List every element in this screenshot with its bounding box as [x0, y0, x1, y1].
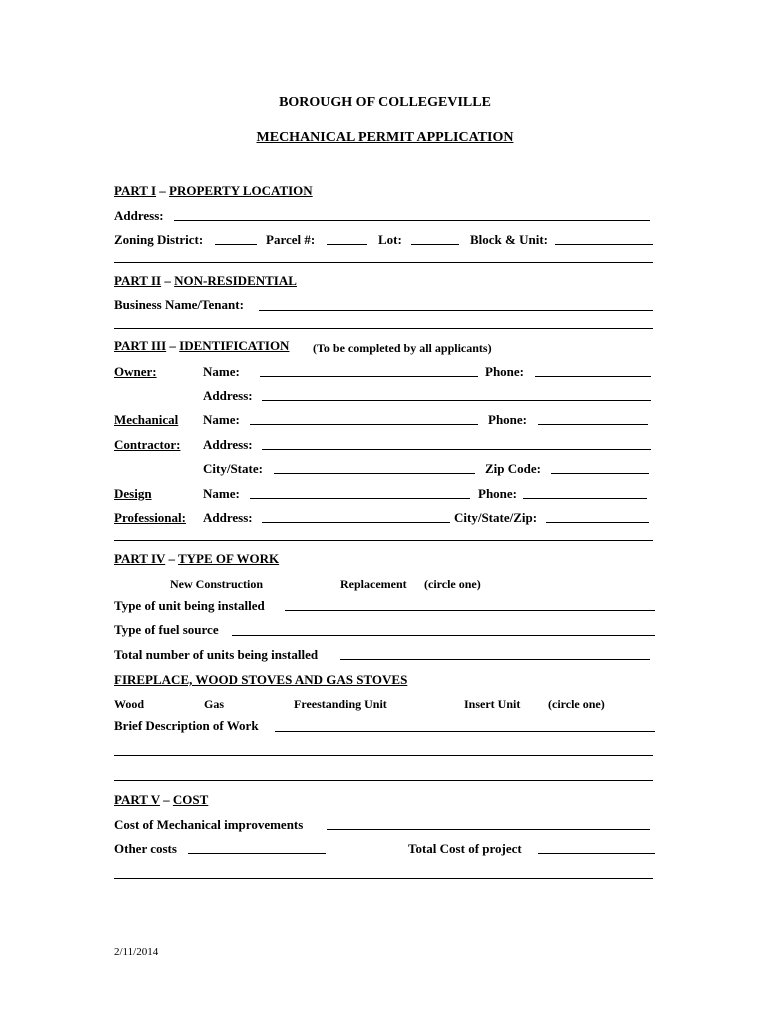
section-divider [114, 878, 653, 879]
section-divider [114, 328, 653, 329]
circle-one-note-2: (circle one) [548, 697, 605, 711]
contractor-address-field[interactable] [262, 449, 651, 450]
design-address-label: Address: [203, 510, 253, 525]
description-label: Brief Description of Work [114, 718, 259, 733]
contractor-phone-label: Phone: [488, 412, 527, 427]
design-city-field[interactable] [546, 522, 649, 523]
business-name-field[interactable] [259, 310, 653, 311]
owner-name-field[interactable] [260, 376, 478, 377]
unit-type-label: Type of unit being installed [114, 598, 265, 613]
design-label: Design [114, 486, 152, 501]
zoning-district-field[interactable] [215, 244, 257, 245]
description-field-line-3[interactable] [114, 780, 653, 781]
part5-number: PART V [114, 792, 160, 807]
contractor-city-label: City/State: [203, 461, 263, 476]
parcel-label: Parcel #: [266, 232, 316, 247]
option-gas[interactable]: Gas [204, 697, 225, 711]
owner-phone-field[interactable] [535, 376, 651, 377]
owner-name-label: Name: [203, 364, 240, 379]
circle-one-note: (circle one) [424, 577, 481, 591]
fuel-source-label: Type of fuel source [114, 622, 219, 637]
part5-heading [114, 792, 208, 808]
fireplace-heading: FIREPLACE, WOOD STOVES AND GAS STOVES [114, 672, 408, 687]
part5-title: COST [172, 792, 209, 807]
total-units-field[interactable] [340, 659, 650, 660]
contractor-label: Contractor: [114, 437, 181, 452]
part2-number: PART II [114, 273, 162, 288]
section-divider [114, 540, 653, 541]
total-cost-field[interactable] [538, 853, 655, 854]
part2-heading [114, 273, 297, 289]
design-phone-field[interactable] [523, 498, 647, 499]
block-unit-label: Block & Unit: [470, 232, 548, 247]
business-name-label: Business Name/Tenant: [114, 297, 244, 312]
part3-number: PART III [114, 338, 167, 353]
other-costs-label: Other costs [114, 841, 177, 856]
contractor-zip-field[interactable] [551, 473, 649, 474]
design-address-field[interactable] [262, 522, 450, 523]
unit-type-field[interactable] [285, 610, 655, 611]
design-name-field[interactable] [250, 498, 470, 499]
description-field-line-2[interactable] [114, 755, 653, 756]
part1-heading [114, 183, 313, 199]
option-new-construction[interactable]: New Construction [170, 577, 263, 591]
part4-number: PART IV [114, 551, 166, 566]
part4-heading [114, 551, 279, 567]
owner-phone-label: Phone: [485, 364, 524, 379]
professional-label: Professional: [114, 510, 186, 525]
design-city-label: City/State/Zip: [454, 510, 538, 525]
part5-dash: – [163, 792, 170, 807]
total-cost-label: Total Cost of project [408, 841, 522, 856]
option-wood[interactable]: Wood [114, 697, 145, 711]
contractor-city-field[interactable] [274, 473, 475, 474]
design-name-label: Name: [203, 486, 240, 501]
contractor-zip-label: Zip Code: [485, 461, 541, 476]
page-title: BOROUGH OF COLLEGEVILLE [279, 95, 491, 110]
contractor-name-field[interactable] [250, 424, 478, 425]
option-replacement[interactable]: Replacement [340, 577, 407, 591]
other-costs-field[interactable] [188, 853, 326, 854]
part1-number: PART I [114, 183, 157, 198]
design-phone-label: Phone: [478, 486, 517, 501]
part2-dash: – [164, 273, 171, 288]
block-unit-field[interactable] [555, 244, 653, 245]
lot-label: Lot: [378, 232, 402, 247]
total-units-label: Total number of units being installed [114, 647, 319, 662]
option-freestanding[interactable]: Freestanding Unit [294, 697, 387, 711]
address-label: Address: [114, 208, 164, 223]
zoning-district-label: Zoning District: [114, 232, 204, 247]
part4-title: TYPE OF WORK [177, 551, 280, 566]
part1-title: PROPERTY LOCATION [169, 183, 313, 198]
section-divider [114, 262, 653, 263]
part3-note: (To be completed by all applicants) [313, 341, 492, 355]
fuel-source-field[interactable] [232, 635, 655, 636]
address-field[interactable] [174, 220, 650, 221]
part2-title: NON-RESIDENTIAL [174, 273, 297, 288]
part4-dash: – [168, 551, 175, 566]
contractor-name-label: Name: [203, 412, 240, 427]
contractor-address-label: Address: [203, 437, 253, 452]
part3-heading [114, 338, 289, 354]
lot-field[interactable] [411, 244, 459, 245]
owner-label: Owner: [114, 364, 157, 379]
part1-dash: – [159, 183, 166, 198]
description-field[interactable] [275, 731, 655, 732]
mechanical-label: Mechanical [114, 412, 179, 427]
contractor-phone-field[interactable] [538, 424, 648, 425]
option-insert[interactable]: Insert Unit [464, 697, 521, 711]
part3-dash: – [169, 338, 176, 353]
owner-address-label: Address: [203, 388, 253, 403]
parcel-field[interactable] [327, 244, 367, 245]
form-title: MECHANICAL PERMIT APPLICATION [256, 130, 514, 145]
mechanical-cost-label: Cost of Mechanical improvements [114, 817, 304, 832]
mechanical-cost-field[interactable] [327, 829, 650, 830]
revision-date: 2/11/2014 [114, 946, 159, 958]
owner-address-field[interactable] [262, 400, 651, 401]
part3-title: IDENTIFICATION [179, 338, 290, 353]
